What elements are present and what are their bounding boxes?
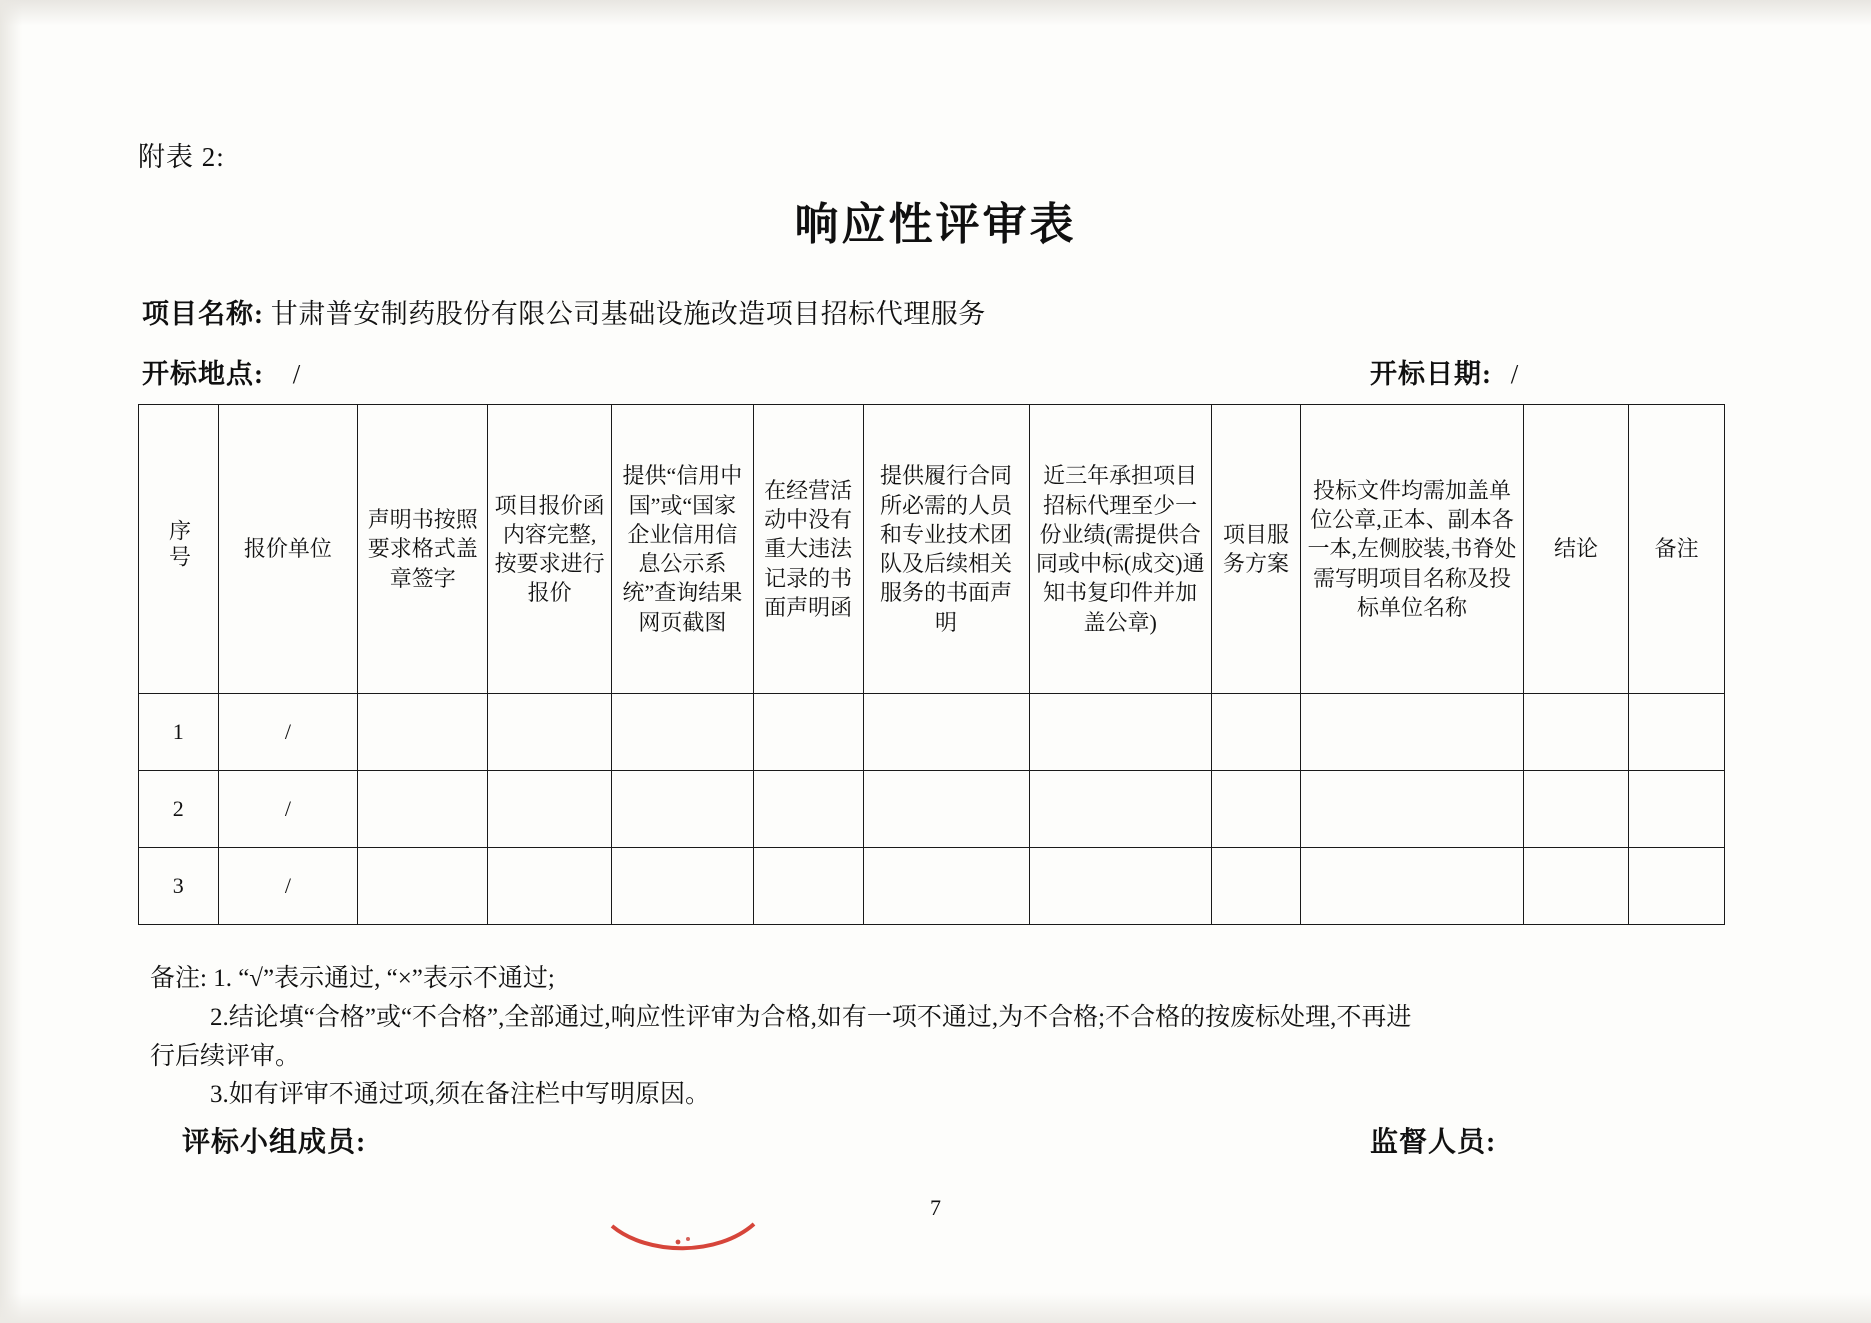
cell-performance[interactable]	[1029, 694, 1211, 771]
column-header-seq: 序号	[139, 405, 219, 694]
bid-place-value: /	[292, 359, 301, 389]
column-header-remark: 备注	[1629, 405, 1725, 694]
cell-seq: 2	[139, 771, 219, 848]
table-row	[139, 771, 1725, 848]
page-number: 7	[930, 1195, 941, 1220]
cell-signature[interactable]	[358, 771, 488, 848]
column-header-sealing-binding: 投标文件均需加盖单位公章,正本、副本各一本,左侧胶装,书脊处需写明项目名称及投标单位名称	[1301, 405, 1523, 694]
cell-no-illegal-record[interactable]	[753, 694, 863, 771]
column-header-no-illegal-record: 在经营活动中没有重大违法记录的书面声明函	[753, 405, 863, 694]
cell-signature[interactable]	[358, 694, 488, 771]
page-title: 响应性评审表	[794, 200, 1077, 249]
bid-date-label: 开标日期:	[1370, 359, 1492, 389]
cell-quotation[interactable]	[488, 771, 612, 848]
column-header-credit-check: 提供“信用中国”或“国家企业信用信息公示系统”查询结果网页截图	[611, 405, 753, 694]
cell-unit: /	[218, 694, 358, 771]
cell-team-statement[interactable]	[863, 771, 1029, 848]
review-table	[138, 404, 1725, 925]
cell-no-illegal-record[interactable]	[753, 771, 863, 848]
attachment-label: 附表 2:	[138, 142, 225, 172]
note-line-2-continued: 行后续评审。	[150, 1042, 301, 1070]
cell-team-statement[interactable]	[863, 848, 1029, 925]
cell-unit: /	[218, 848, 358, 925]
table-row	[139, 848, 1725, 925]
column-header-service-plan: 项目服务方案	[1211, 405, 1301, 694]
table-body	[139, 694, 1725, 925]
cell-performance[interactable]	[1029, 848, 1211, 925]
bid-place-row	[142, 352, 301, 391]
cell-performance[interactable]	[1029, 771, 1211, 848]
cell-quotation[interactable]	[488, 694, 612, 771]
cell-remark[interactable]	[1629, 694, 1725, 771]
cell-service-plan[interactable]	[1211, 848, 1301, 925]
cell-credit-check[interactable]	[611, 848, 753, 925]
note-line-1: 备注: 1. “√”表示通过, “×”表示不通过;	[150, 965, 555, 992]
table-header	[139, 405, 1725, 694]
cell-service-plan[interactable]	[1211, 694, 1301, 771]
cell-signature[interactable]	[358, 848, 488, 925]
column-header-performance: 近三年承担项目招标代理至少一份业绩(需提供合同或中标(成交)通知书复印件并加盖公章)	[1029, 405, 1211, 694]
column-header-quotation: 项目报价函内容完整,按要求进行报价	[488, 405, 612, 694]
cell-remark[interactable]	[1629, 848, 1725, 925]
cell-team-statement[interactable]	[863, 694, 1029, 771]
cell-no-illegal-record[interactable]	[753, 848, 863, 925]
notes-block	[150, 960, 1750, 1115]
red-stamp-mark	[608, 1222, 758, 1256]
cell-credit-check[interactable]	[611, 694, 753, 771]
cell-seq: 1	[139, 694, 219, 771]
cell-credit-check[interactable]	[611, 771, 753, 848]
cell-quotation[interactable]	[488, 848, 612, 925]
bid-date-value: /	[1510, 359, 1519, 389]
supervisor-signature-label: 监督人员:	[1370, 1127, 1497, 1158]
cell-sealing-binding[interactable]	[1301, 694, 1523, 771]
cell-conclusion[interactable]	[1523, 771, 1629, 848]
cell-service-plan[interactable]	[1211, 771, 1301, 848]
cell-remark[interactable]	[1629, 771, 1725, 848]
project-name-value: 甘肃普安制药股份有限公司基础设施改造项目招标代理服务	[270, 299, 986, 329]
scan-edge-top	[0, 0, 1871, 26]
column-header-signature: 声明书按照要求格式盖章签字	[358, 405, 488, 694]
table-header-row	[139, 405, 1725, 694]
project-name-row	[142, 292, 986, 331]
project-name-label: 项目名称:	[142, 299, 264, 329]
cell-conclusion[interactable]	[1523, 848, 1629, 925]
column-header-team-statement: 提供履行合同所必需的人员和专业技术团队及后续相关服务的书面声明	[863, 405, 1029, 694]
column-header-conclusion: 结论	[1523, 405, 1629, 694]
cell-unit: /	[218, 771, 358, 848]
cell-seq: 3	[139, 848, 219, 925]
note-line-2: 2.结论填“合格”或“不合格”,全部通过,响应性评审为合格,如有一项不通过,为不合格;不合格的按废标处理,不再进	[210, 1003, 1412, 1031]
table-row	[139, 694, 1725, 771]
cell-sealing-binding[interactable]	[1301, 848, 1523, 925]
bid-place-label: 开标地点:	[142, 359, 264, 389]
note-line-3: 3.如有评审不通过项,须在备注栏中写明原因。	[210, 1081, 711, 1109]
bid-date-row	[1370, 352, 1519, 391]
cell-conclusion[interactable]	[1523, 694, 1629, 771]
column-header-unit: 报价单位	[218, 405, 358, 694]
scan-edge-bottom	[0, 1293, 1871, 1323]
evaluation-group-signature-label: 评标小组成员:	[182, 1127, 367, 1158]
cell-sealing-binding[interactable]	[1301, 771, 1523, 848]
